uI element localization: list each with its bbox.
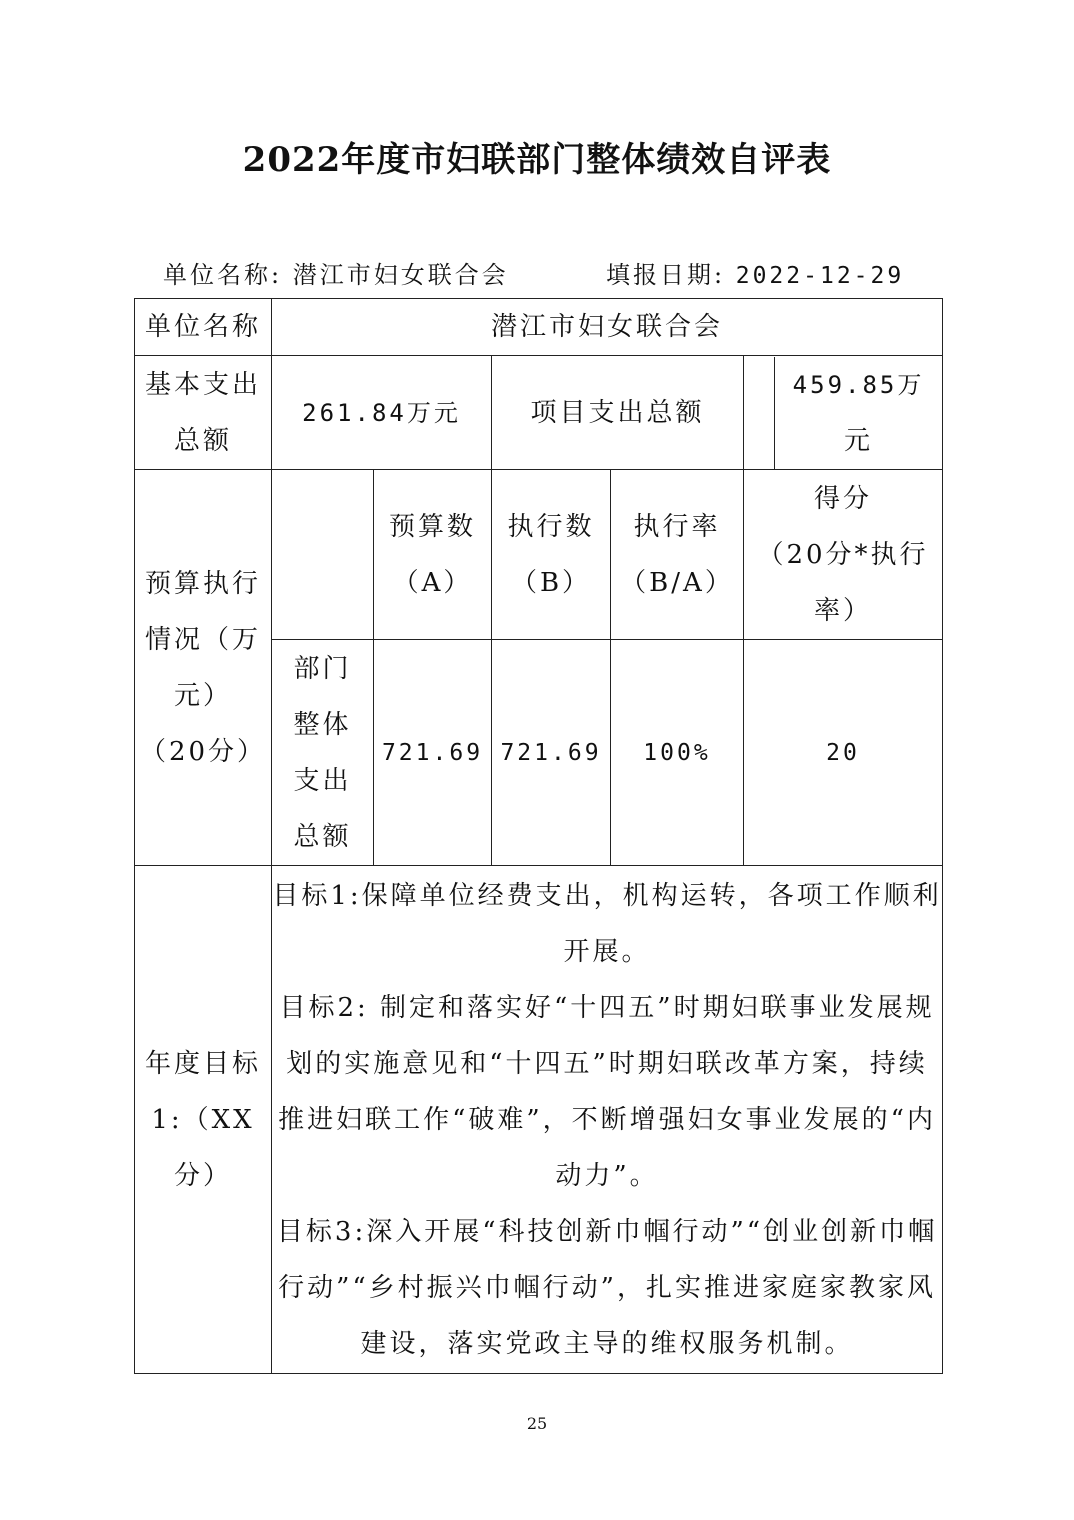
col-score-header: 得分 （20分*执行 率） xyxy=(744,470,943,640)
col-budget-header: 预算数 （A） xyxy=(374,470,492,640)
date-value: 2022-12-29 xyxy=(735,263,905,289)
table-row xyxy=(135,470,943,640)
annual-goals-content xyxy=(272,866,943,1374)
col-exec-header: 执行数 （B） xyxy=(492,470,611,640)
annual-goal-label: 年度目标 1:（XX 分） xyxy=(135,866,272,1374)
unit-name-value: 潜江市妇女联合会 xyxy=(272,299,943,356)
date-label: 填报日期: xyxy=(606,261,726,289)
page-number: 25 xyxy=(526,1414,548,1433)
date-info xyxy=(606,255,904,290)
blank-header-cell xyxy=(272,470,374,640)
exec-value: 721.69 xyxy=(492,640,611,866)
goal-2: 目标2: 制定和落实好“十四五”时期妇联事业发展规划的实施意见和“十四五”时期妇联改革方案，持续推进妇联工作“破难”，不断增强妇女事业发展的“内动力”。 xyxy=(278,992,936,1191)
budget-execution-label: 预算执行 情况（万 元） （20分） xyxy=(135,470,272,866)
table-row xyxy=(135,866,943,1374)
goal-3: 目标3:深入开展“科技创新巾帼行动”“创业创新巾帼行动”“乡村振兴巾帼行动”，扎实推进家庭家教家风建设，落实党政主导的维权服务机制。 xyxy=(276,1216,938,1359)
unit-value: 潜江市妇女联合会 xyxy=(292,261,509,289)
table-row xyxy=(135,299,943,356)
unit-label: 单位名称: xyxy=(163,261,283,289)
basic-expense-label: 基本支出 总额 xyxy=(135,356,272,470)
document-title: 2022年度市妇联部门整体绩效自评表 xyxy=(242,140,832,180)
basic-expense-value: 261.84万元 xyxy=(272,356,492,470)
table-row xyxy=(135,356,943,470)
rate-value: 100% xyxy=(611,640,744,866)
col-rate-header: 执行率 （B/A） xyxy=(611,470,744,640)
project-expense-label: 项目支出总额 xyxy=(492,356,744,470)
project-expense-value: 459.85万 元 xyxy=(744,356,943,470)
unit-info xyxy=(163,255,509,290)
evaluation-table xyxy=(134,298,943,1374)
dept-total-label: 部门 整体 支出 总额 xyxy=(272,640,374,866)
goal-1: 目标1:保障单位经费支出，机构运转，各项工作顺利开展。 xyxy=(272,880,942,967)
unit-name-label: 单位名称 xyxy=(135,299,272,356)
score-value: 20 xyxy=(744,640,943,866)
budget-value: 721.69 xyxy=(374,640,492,866)
